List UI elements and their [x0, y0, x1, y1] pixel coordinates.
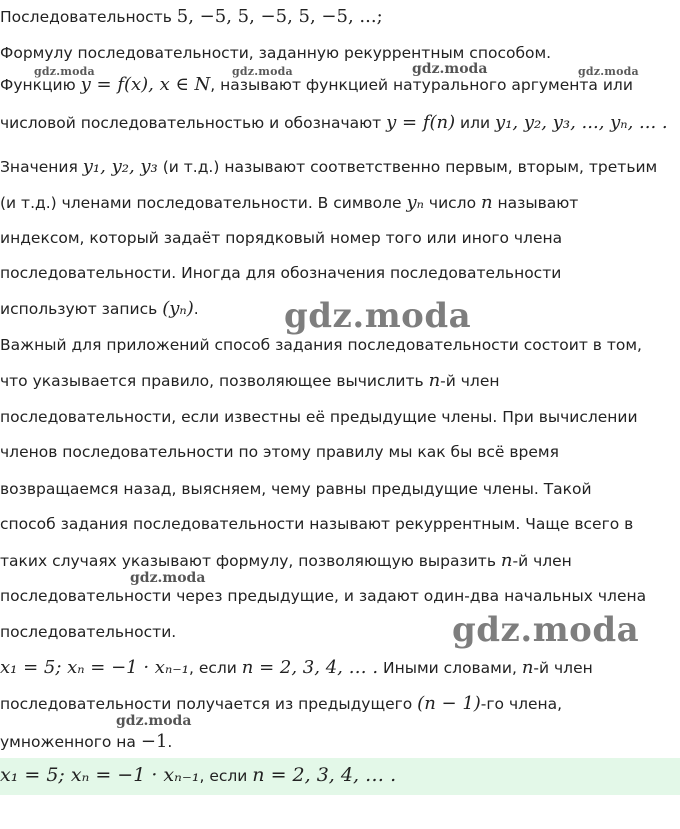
text-fragment: называют [492, 194, 579, 212]
text-fragment: , называют функцией натурального аргумента или [210, 76, 633, 94]
math-condition: n = 2, 3, 4, … . [241, 657, 379, 678]
watermark: gdz.moda [116, 713, 192, 729]
math-sequence: 5, −5, 5, −5, 5, −5, ...; [176, 6, 383, 27]
math-function: y = f(x), x ∈ N [80, 74, 211, 95]
answer-box [0, 758, 680, 795]
watermark: gdz.moda [412, 61, 488, 77]
text-fragment: -й член [533, 659, 593, 677]
text-line [0, 657, 593, 678]
text-line: возвращаемся назад, выясняем, чему равны предыдущие члены. Такой [0, 480, 592, 498]
text-line: индексом, который задаёт порядковый номер того или иного члена [0, 229, 563, 247]
text-fragment: числовой последовательностью и обозначают [0, 114, 387, 132]
text-fragment: . [193, 300, 199, 318]
text-fragment: Последовательность [0, 8, 177, 26]
text-line: последовательности, если известны её предыдущие члены. При вычислении [0, 408, 638, 426]
text-line: способ задания последовательности называют рекуррентным. Чаще всего в [0, 515, 634, 533]
watermark: gdz.moda [578, 65, 639, 78]
math-sequence: y₁, y₂, y₃, ..., yₙ, ... . [495, 112, 668, 133]
text-line: Формулу последовательности, заданную рекуррентным способом. [0, 44, 552, 62]
math-symbol: n [521, 657, 534, 678]
text-line [0, 370, 500, 391]
text-fragment: . [167, 733, 173, 751]
text-line [0, 298, 199, 319]
text-line: последовательности. [0, 623, 177, 641]
text-line [0, 74, 633, 95]
text-fragment: (и т.д.) членами последовательности. В символе [0, 194, 407, 212]
text-fragment: -го члена, [480, 695, 563, 713]
text-fragment: Значения [0, 158, 83, 176]
text-line [0, 112, 668, 133]
text-line [0, 550, 572, 571]
watermark: gdz.moda [34, 65, 95, 78]
math-condition: n = 2, 3, 4, … . [252, 764, 397, 786]
text-line: членов последовательности по этому правилу мы как бы всё время [0, 443, 559, 461]
text-fragment: что указывается правило, позволяющее вычислить [0, 372, 429, 390]
text-fragment: число [423, 194, 481, 212]
math-expression: (n − 1) [417, 693, 481, 714]
text-line [0, 6, 383, 27]
math-symbol: n [500, 550, 513, 571]
text-fragment: -й член [512, 552, 572, 570]
math-function: y = f(n) [386, 112, 456, 133]
math-symbol: yₙ [406, 192, 424, 213]
text-line: последовательности через предыдущие, и задают один-два начальных члена [0, 587, 647, 605]
text-fragment: Иными словами, [378, 659, 522, 677]
watermark: gdz.moda [284, 296, 472, 336]
text-fragment: , если [188, 659, 242, 677]
text-line: Важный для приложений способ задания последовательности состоит в том, [0, 336, 642, 354]
math-recurrence: x₁ = 5; xₙ = −1 · xₙ₋₁ [0, 657, 189, 678]
math-terms: y₁, y₂, y₃ [82, 156, 158, 177]
answer-line [0, 764, 396, 786]
math-symbol: n [480, 192, 493, 213]
text-line [0, 731, 172, 752]
text-fragment: (и т.д.) называют соответственно первым, вторым, третьим [157, 158, 658, 176]
watermark: gdz.moda [452, 610, 640, 650]
watermark: gdz.moda [232, 65, 293, 78]
math-number: −1 [140, 731, 168, 752]
text-line: последовательности. Иногда для обозначения последовательности [0, 264, 562, 282]
math-symbol: (yₙ) [162, 298, 194, 319]
text-fragment: , если [199, 767, 253, 785]
text-fragment: последовательности получается из предыдущего [0, 695, 418, 713]
text-fragment: используют запись [0, 300, 163, 318]
text-fragment: умноженного на [0, 733, 141, 751]
math-symbol: n [428, 370, 441, 391]
text-fragment: Функцию [0, 76, 81, 94]
text-fragment: -й член [440, 372, 500, 390]
watermark: gdz.moda [130, 570, 206, 586]
text-fragment: таких случаях указывают формулу, позволяющую выразить [0, 552, 501, 570]
text-fragment: или [455, 114, 496, 132]
text-line [0, 693, 562, 714]
text-line [0, 192, 578, 213]
text-line [0, 156, 657, 177]
math-recurrence: x₁ = 5; xₙ = −1 · xₙ₋₁ [0, 764, 200, 786]
